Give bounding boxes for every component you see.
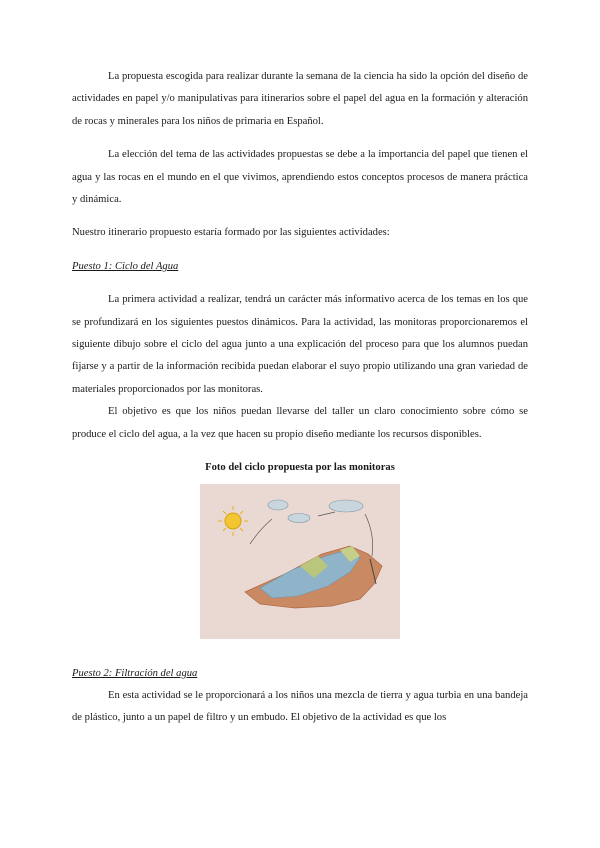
puesto-1-heading: Puesto 1: Ciclo del Agua (72, 260, 179, 272)
intro-paragraph-1: La propuesta escogida para realizar durante la semana de la ciencia ha sido la opción del diseño de actividades en papel y/o manipulativas para itinerarios sobre el papel del agua en la formación y alteración de rocas y minerales para los niños de primaria en Español. (72, 71, 528, 127)
intro-paragraph-3: Nuestro itinerario propuesto estaría formado por las siguientes actividades: (72, 227, 390, 239)
puesto-1-paragraph-2: El objetivo es que los niños puedan llevarse del taller un claro conocimiento sobre cómo se produce el ciclo del agua, a la vez que hacen su propio diseño mediante los recursos disponibles. (72, 406, 528, 440)
puesto-1-paragraph-1: La primera actividad a realizar, tendrá un carácter más informativo acerca de los temas en los que se profundizará en los siguientes puestos dinámicos. Para la actividad, las monitoras proporcionaremos el siguiente dibujo sobre el ciclo del agua junto a una explicación del proceso para que los alumnos puedan fijarse y a partir de la información recibida puedan elaborar el suyo propio utilizando una gran variedad de materiales proporcionados por las monitoras. (72, 294, 528, 395)
water-cycle-drawing (200, 484, 400, 639)
puesto-2-paragraph-1: En esta actividad se le proporcionará a los niños una mezcla de tierra y agua turbia en una bandeja de plástico, junto a un papel de filtro y un embudo. El objetivo de la actividad es que los (72, 689, 528, 724)
figure-caption: Foto del ciclo propuesta por las monitoras (205, 462, 395, 474)
puesto-2-heading: Puesto 2: Filtración del agua (72, 667, 198, 679)
document-page (72, 66, 528, 730)
intro-paragraph-2: La elección del tema de las actividades propuestas se debe a la importancia del papel que tienen el agua y las rocas en el mundo en el que vivimos, aprendiendo estos conceptos procesos de manera práctica y dinámica. (72, 149, 528, 206)
